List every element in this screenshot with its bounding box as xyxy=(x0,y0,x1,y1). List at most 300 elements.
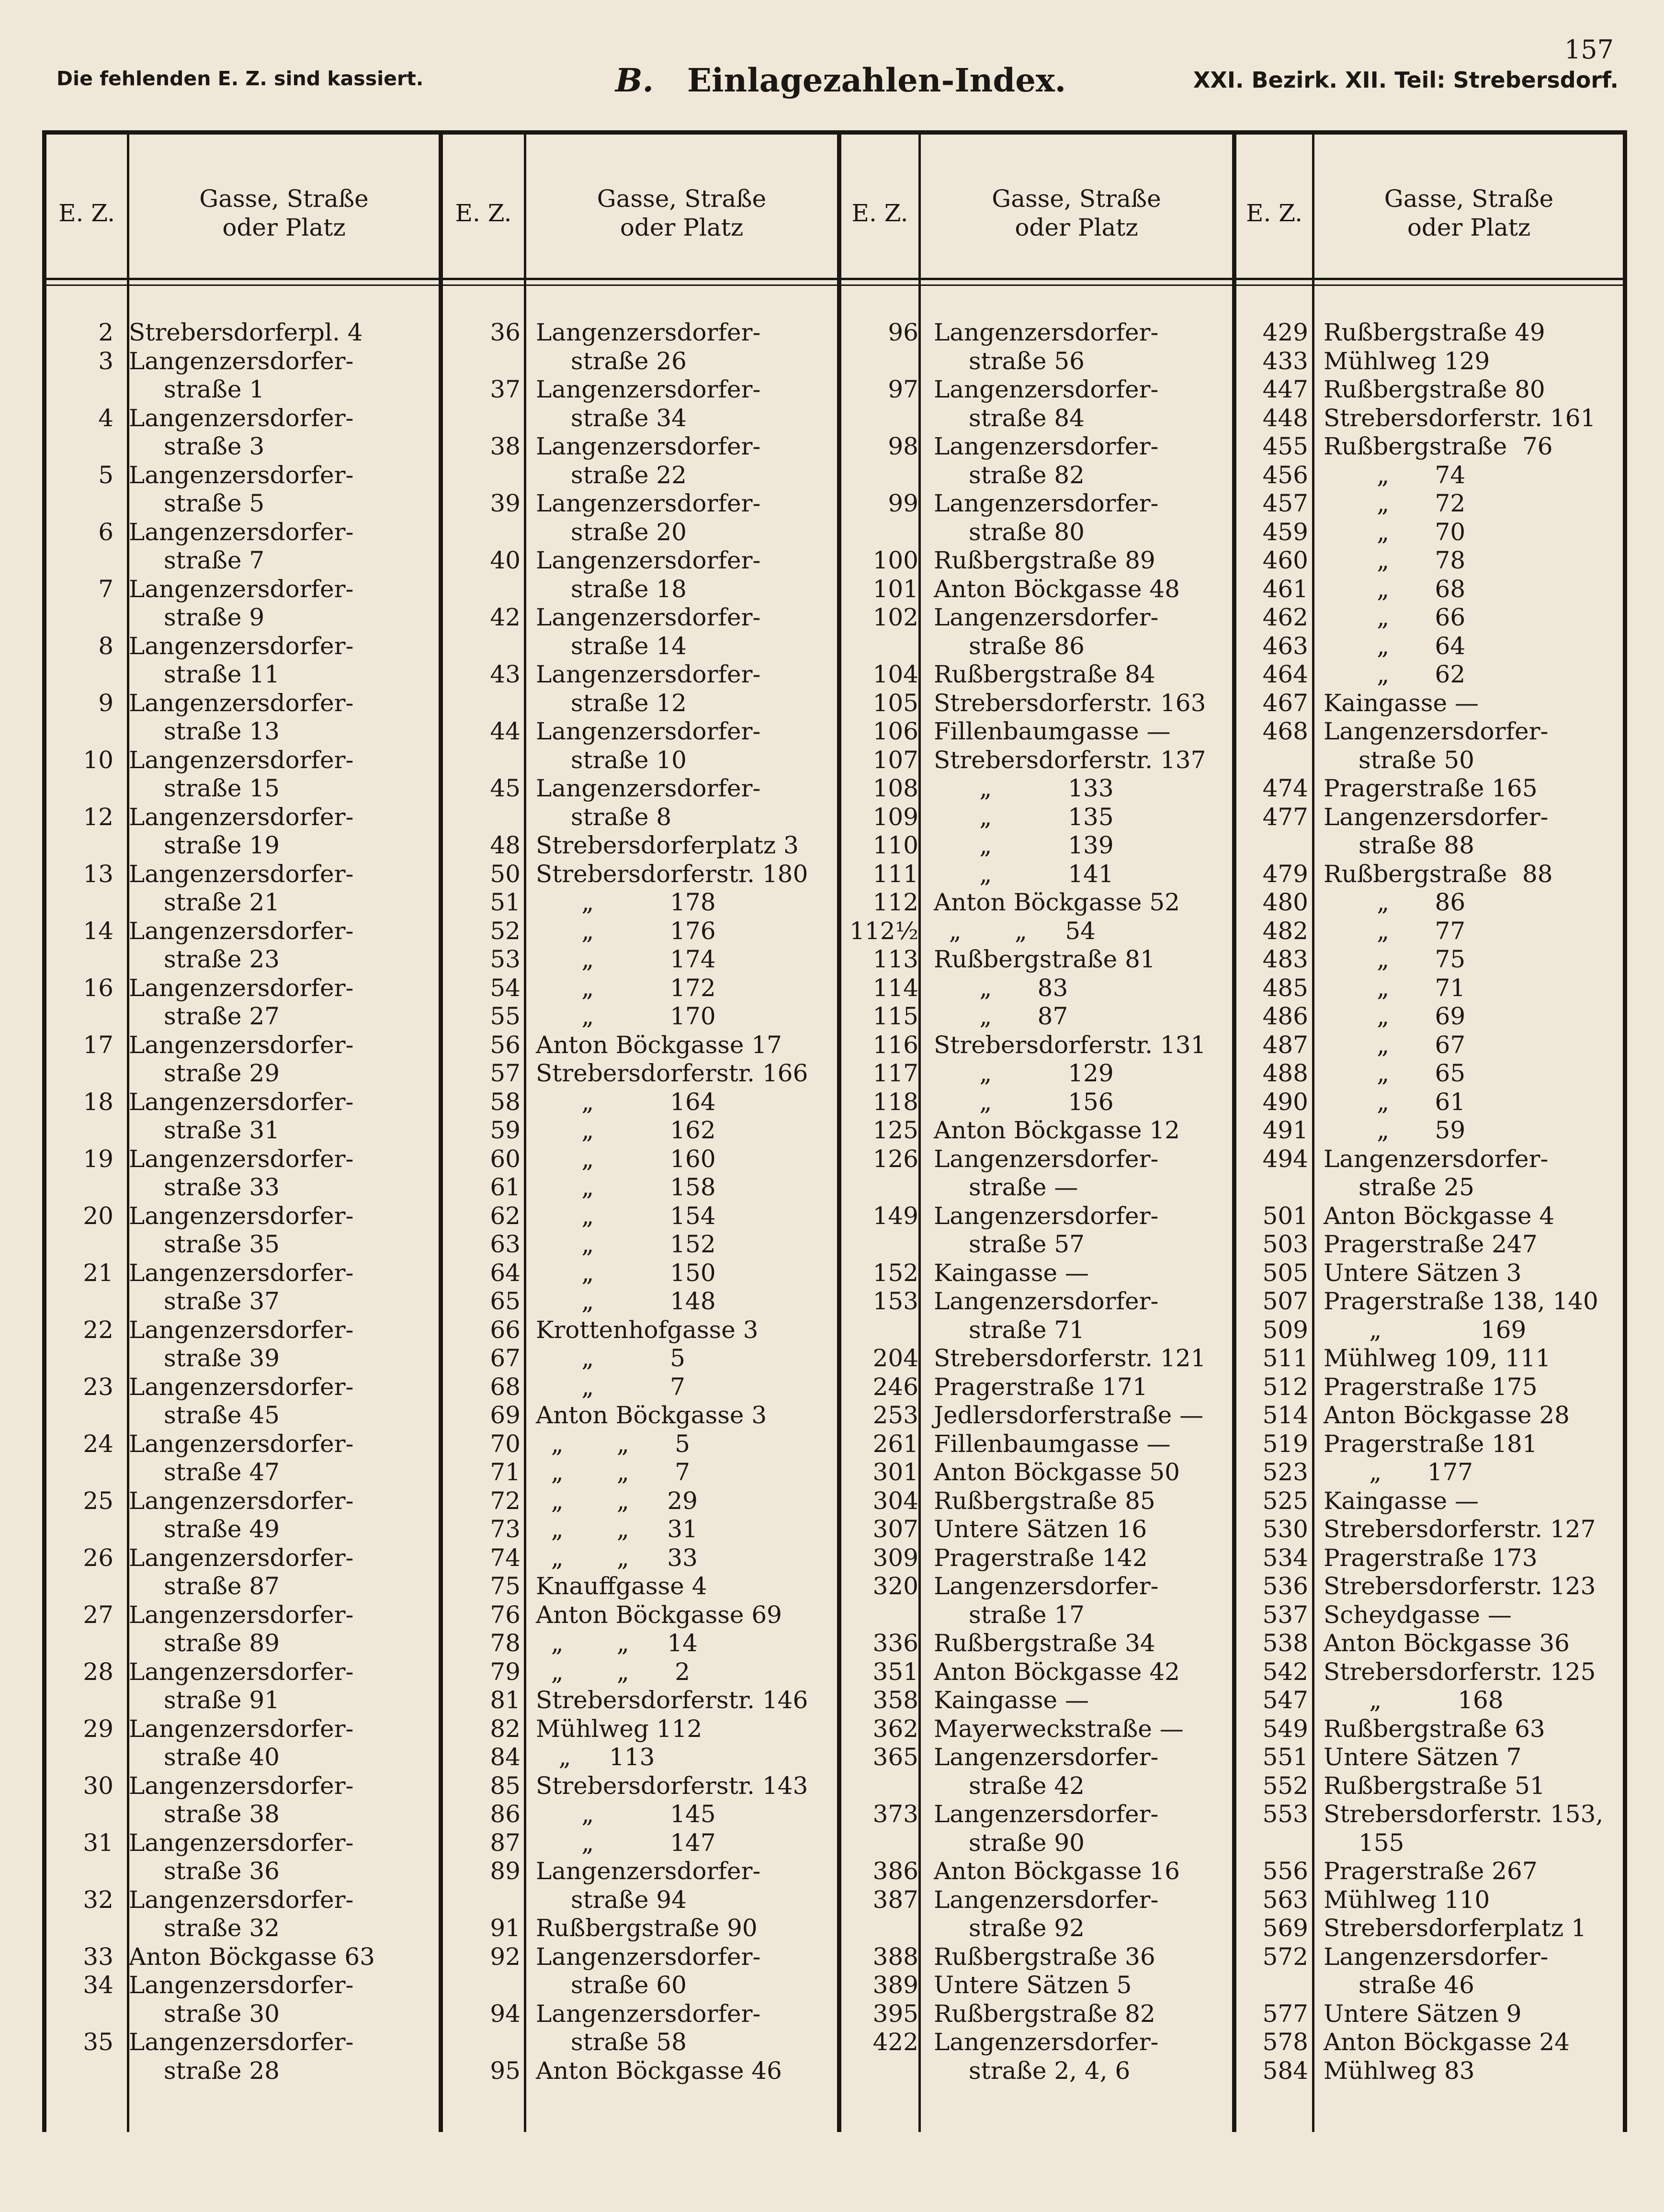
street-name: straße 42 xyxy=(969,1771,1085,1800)
street-name: straße 40 xyxy=(164,1743,280,1771)
table-row xyxy=(847,688,1230,717)
table-row xyxy=(42,1372,425,1401)
street-name: „ 72 xyxy=(1324,489,1466,517)
header-ez xyxy=(1236,177,1312,249)
street-name: straße 13 xyxy=(164,717,280,745)
ez-number: 542 xyxy=(1262,1657,1308,1686)
table-row-continuation xyxy=(42,1799,425,1828)
street-name: Langenzersdorfer- xyxy=(536,603,761,631)
ez-number: 61 xyxy=(490,1173,521,1201)
page-title xyxy=(615,61,1066,99)
street-name: straße 46 xyxy=(1358,1971,1474,1999)
ez-number: 75 xyxy=(490,1572,521,1600)
ez-number: 563 xyxy=(1262,1885,1308,1914)
table-row xyxy=(847,1115,1230,1144)
table-row xyxy=(42,1543,425,1572)
ez-number: 488 xyxy=(1262,1059,1308,1087)
ez-number: 422 xyxy=(872,2028,918,2056)
street-name: „ 59 xyxy=(1324,1116,1466,1144)
ez-number: 19 xyxy=(83,1145,113,1173)
street-name: straße 15 xyxy=(164,774,280,802)
ez-number: 358 xyxy=(872,1686,918,1714)
table-row xyxy=(847,1144,1230,1173)
table-row xyxy=(1236,916,1619,945)
ez-number: 81 xyxy=(490,1686,521,1714)
ez-number: 17 xyxy=(83,1031,113,1059)
table-row xyxy=(1236,2056,1619,2085)
table-row-continuation xyxy=(1236,745,1619,774)
table-row xyxy=(449,830,832,859)
street-name: Anton Böckgasse 36 xyxy=(1324,1629,1570,1657)
ez-number: 27 xyxy=(83,1600,113,1629)
table-row xyxy=(449,545,832,574)
street-name: Fillenbaumgasse — xyxy=(934,1429,1171,1458)
table-row-continuation xyxy=(847,403,1230,432)
table-row xyxy=(449,887,832,916)
street-name: Strebersdorferstr. 166 xyxy=(536,1059,808,1087)
street-name: straße 34 xyxy=(571,404,687,432)
table-row xyxy=(449,1799,832,1828)
table-row xyxy=(847,1400,1230,1429)
table-row xyxy=(847,1685,1230,1714)
table-row xyxy=(449,1058,832,1087)
table-row xyxy=(1236,1201,1619,1230)
street-name: „ 162 xyxy=(536,1116,716,1144)
ez-number: 37 xyxy=(490,375,521,403)
ez-number: 43 xyxy=(490,660,521,688)
ez-number: 578 xyxy=(1262,2028,1308,2056)
street-name: Mühlweg 109, 111 xyxy=(1324,1344,1551,1372)
ez-number: 261 xyxy=(872,1429,918,1458)
table-row xyxy=(847,1970,1230,1999)
street-name: Langenzersdorfer- xyxy=(129,1885,354,1914)
table-row-continuation xyxy=(847,346,1230,375)
header-street xyxy=(526,177,837,249)
ez-number: 462 xyxy=(1262,603,1308,631)
table-row xyxy=(1236,460,1619,489)
ez-number: 14 xyxy=(83,917,113,945)
table-row xyxy=(449,1343,832,1372)
street-name: straße 31 xyxy=(164,1116,280,1144)
table-row-continuation xyxy=(42,1913,425,1942)
street-name: straße 89 xyxy=(164,1629,280,1657)
header-street xyxy=(129,177,439,249)
table-row xyxy=(42,688,425,717)
street-name: Strebersdorferstr. 146 xyxy=(536,1686,808,1714)
table-row xyxy=(42,574,425,603)
ez-number: 31 xyxy=(83,1828,113,1857)
street-name: Langenzersdorfer- xyxy=(129,1259,354,1287)
street-name: Kaingasse — xyxy=(934,1259,1089,1287)
street-name: „ „ 14 xyxy=(536,1629,698,1657)
table-row xyxy=(449,1286,832,1315)
street-name: Rußbergstraße 89 xyxy=(934,546,1155,574)
ez-number: 40 xyxy=(490,546,521,574)
table-row xyxy=(1236,1058,1619,1087)
street-name: Langenzersdorfer- xyxy=(536,375,761,403)
table-row xyxy=(449,659,832,688)
table-row xyxy=(449,1714,832,1743)
street-name: Langenzersdorfer- xyxy=(536,318,761,346)
table-row-continuation xyxy=(42,1286,425,1315)
ez-number: 490 xyxy=(1262,1088,1308,1116)
ez-number: 4 xyxy=(98,404,113,432)
table-row xyxy=(449,1087,832,1116)
table-row xyxy=(847,374,1230,403)
table-row xyxy=(449,1685,832,1714)
table-row-continuation xyxy=(42,1742,425,1771)
street-name: straße 86 xyxy=(969,632,1085,660)
street-name: Pragerstraße 247 xyxy=(1324,1230,1538,1258)
ez-number: 16 xyxy=(83,974,113,1002)
table-row xyxy=(1236,488,1619,517)
ez-number: 59 xyxy=(490,1116,521,1144)
ez-number: 301 xyxy=(872,1458,918,1486)
table-row xyxy=(42,1315,425,1344)
street-name: „ 170 xyxy=(536,1002,716,1030)
street-name: „ 62 xyxy=(1324,660,1466,688)
table-row xyxy=(847,2027,1230,2056)
table-row xyxy=(449,1628,832,1657)
street-name: straße 29 xyxy=(164,1059,280,1087)
street-name: „ 174 xyxy=(536,945,716,973)
ez-number: 525 xyxy=(1262,1486,1308,1515)
table-row xyxy=(42,1030,425,1059)
street-name: Langenzersdorfer- xyxy=(129,1971,354,1999)
ez-number: 111 xyxy=(872,860,918,888)
street-name: straße — xyxy=(969,1173,1078,1201)
street-name: Fillenbaumgasse — xyxy=(934,717,1171,745)
ez-number: 519 xyxy=(1262,1429,1308,1458)
street-name: straße 12 xyxy=(571,689,687,717)
table-row xyxy=(449,1030,832,1059)
ez-number: 28 xyxy=(83,1657,113,1686)
ez-number: 362 xyxy=(872,1714,918,1743)
table-row xyxy=(847,830,1230,859)
table-row xyxy=(449,1913,832,1942)
table-row xyxy=(1236,944,1619,973)
street-name: „ 113 xyxy=(536,1743,655,1771)
ez-number: 474 xyxy=(1262,774,1308,802)
street-name: „ „ 29 xyxy=(536,1486,698,1515)
table-row-continuation xyxy=(42,545,425,574)
street-name: Langenzersdorfer- xyxy=(129,1657,354,1686)
table-row xyxy=(1236,1087,1619,1116)
street-name: Langenzersdorfer- xyxy=(129,1373,354,1401)
street-name: Langenzersdorfer- xyxy=(536,717,761,745)
table-row xyxy=(847,1514,1230,1543)
ez-number: 503 xyxy=(1262,1230,1308,1258)
ez-number: 39 xyxy=(490,489,521,517)
table-row xyxy=(449,2056,832,2085)
table-row xyxy=(847,1372,1230,1401)
street-name: straße 45 xyxy=(164,1401,280,1429)
table-row xyxy=(847,1714,1230,1743)
table-row xyxy=(42,1714,425,1743)
ez-number: 70 xyxy=(490,1429,521,1458)
ez-number: 86 xyxy=(490,1800,521,1828)
street-name: straße 94 xyxy=(571,1885,687,1914)
ez-number: 113 xyxy=(872,945,918,973)
street-name: Langenzersdorfer- xyxy=(934,603,1159,631)
table-row xyxy=(847,1571,1230,1600)
street-name: Pragerstraße 267 xyxy=(1324,1857,1538,1885)
ez-number: 58 xyxy=(490,1088,521,1116)
ez-number: 433 xyxy=(1262,347,1308,375)
ez-number: 572 xyxy=(1262,1942,1308,1971)
ez-number: 547 xyxy=(1262,1686,1308,1714)
ez-number: 67 xyxy=(490,1344,521,1372)
street-name: Langenzersdorfer- xyxy=(129,1486,354,1515)
street-name: Langenzersdorfer- xyxy=(129,518,354,546)
street-name: Strebersdorferstr. 131 xyxy=(934,1031,1206,1059)
street-name: straße 10 xyxy=(571,746,687,774)
header-street-line1: Gasse, Straße xyxy=(597,185,767,213)
street-name: „ 145 xyxy=(536,1800,716,1828)
street-name: Anton Böckgasse 24 xyxy=(1324,2028,1570,2056)
ez-number: 149 xyxy=(872,1202,918,1230)
street-name: „ 133 xyxy=(934,774,1114,802)
street-name: straße 11 xyxy=(164,660,280,688)
street-name: straße 35 xyxy=(164,1230,280,1258)
table-row xyxy=(1236,1543,1619,1572)
table-row xyxy=(42,1429,425,1458)
table-row xyxy=(42,1600,425,1629)
street-name: „ 75 xyxy=(1324,945,1466,973)
table-row xyxy=(449,602,832,631)
table-row-continuation xyxy=(847,517,1230,546)
ez-number: 553 xyxy=(1262,1800,1308,1828)
street-name: „ 74 xyxy=(1324,461,1466,489)
table-row xyxy=(449,1543,832,1572)
street-name: straße 88 xyxy=(1358,831,1474,859)
header-street-line1: Gasse, Straße xyxy=(199,185,369,213)
ez-number: 23 xyxy=(83,1373,113,1401)
street-name: straße 71 xyxy=(969,1316,1085,1344)
ez-number: 307 xyxy=(872,1515,918,1543)
ez-number: 569 xyxy=(1262,1914,1308,1942)
street-name: straße 14 xyxy=(571,632,687,660)
table-row-continuation xyxy=(847,1172,1230,1201)
table-row xyxy=(42,1942,425,1971)
street-name: Langenzersdorfer- xyxy=(536,432,761,460)
ez-number: 386 xyxy=(872,1857,918,1885)
table-row xyxy=(1236,631,1619,660)
table-row xyxy=(847,318,1230,346)
table-row-continuation xyxy=(449,631,832,660)
street-name: straße 30 xyxy=(164,1999,280,2028)
table-row xyxy=(847,1058,1230,1087)
ez-number: 477 xyxy=(1262,803,1308,831)
table-row-continuation xyxy=(1236,830,1619,859)
table-row xyxy=(1236,802,1619,831)
ez-number: 112 xyxy=(872,888,918,916)
ez-number: 22 xyxy=(83,1316,113,1344)
street-name: „ „ 31 xyxy=(536,1515,698,1543)
table-row xyxy=(449,1400,832,1429)
ez-number: 29 xyxy=(83,1714,113,1743)
street-name: Pragerstraße 165 xyxy=(1324,774,1538,802)
ez-number: 552 xyxy=(1262,1771,1308,1800)
street-name: „ 169 xyxy=(1324,1316,1527,1344)
street-name: straße 60 xyxy=(571,1971,687,1999)
ez-number: 97 xyxy=(888,375,918,403)
ez-number: 584 xyxy=(1262,2056,1308,2085)
street-name: „ 64 xyxy=(1324,632,1466,660)
table-row xyxy=(42,631,425,660)
table-row xyxy=(1236,1286,1619,1315)
table-row xyxy=(847,1999,1230,2028)
ez-number: 95 xyxy=(490,2056,521,2085)
table-row xyxy=(1236,602,1619,631)
header-street-line2: oder Platz xyxy=(222,214,346,241)
table-row xyxy=(42,1144,425,1173)
street-name: Mühlweg 110 xyxy=(1324,1885,1490,1914)
ez-number: 36 xyxy=(490,318,521,346)
street-name: Anton Böckgasse 46 xyxy=(536,2056,782,2085)
ez-number: 511 xyxy=(1262,1344,1308,1372)
header-street-line2: oder Platz xyxy=(1015,214,1138,241)
ez-number: 118 xyxy=(872,1088,918,1116)
street-name: straße 49 xyxy=(164,1515,280,1543)
divider xyxy=(837,130,841,2132)
ez-number: 320 xyxy=(872,1572,918,1600)
street-name: Langenzersdorfer- xyxy=(129,1771,354,1800)
street-name: Mühlweg 83 xyxy=(1324,2056,1475,2085)
table-row xyxy=(1236,1942,1619,1971)
street-name: Strebersdorferstr. 143 xyxy=(536,1771,808,1800)
street-name: Langenzersdorfer- xyxy=(934,1800,1159,1828)
street-name: straße 2, 4, 6 xyxy=(969,2056,1131,2085)
table-row-continuation xyxy=(42,716,425,745)
street-name: 155 xyxy=(1358,1828,1404,1857)
table-row xyxy=(1236,2027,1619,2056)
street-name: Pragerstraße 142 xyxy=(934,1543,1148,1572)
street-name: straße 9 xyxy=(164,603,265,631)
street-name: Langenzersdorfer- xyxy=(1324,803,1549,831)
table-row xyxy=(42,1486,425,1515)
table-row-continuation xyxy=(42,431,425,460)
table-row xyxy=(449,1172,832,1201)
table-row xyxy=(449,1657,832,1686)
ez-number: 110 xyxy=(872,831,918,859)
street-name: „ 87 xyxy=(934,1002,1068,1030)
header-ez-label: E. Z. xyxy=(1245,199,1303,227)
street-name: straße 87 xyxy=(164,1572,280,1600)
table-row-continuation xyxy=(42,1058,425,1087)
street-name: straße 5 xyxy=(164,489,265,517)
district-heading: XXI. Bezirk. XII. Teil: Strebersdorf. xyxy=(1193,67,1619,93)
table-row xyxy=(449,1144,832,1173)
ez-number: 55 xyxy=(490,1002,521,1030)
street-name: straße 22 xyxy=(571,461,687,489)
ez-number: 92 xyxy=(490,1942,521,1971)
table-row xyxy=(449,1115,832,1144)
table-row xyxy=(449,488,832,517)
ez-number: 460 xyxy=(1262,546,1308,574)
street-name: Langenzersdorfer- xyxy=(536,489,761,517)
table-row xyxy=(449,859,832,888)
street-name: „ 160 xyxy=(536,1145,716,1173)
ez-number: 21 xyxy=(83,1259,113,1287)
table-row xyxy=(449,1201,832,1230)
street-name: Langenzersdorfer- xyxy=(934,318,1159,346)
street-name: Strebersdorferstr. 121 xyxy=(934,1344,1206,1372)
table-row xyxy=(847,859,1230,888)
ez-number: 25 xyxy=(83,1486,113,1515)
table-row xyxy=(449,1856,832,1885)
table-row xyxy=(1236,1913,1619,1942)
table-row xyxy=(847,431,1230,460)
table-row xyxy=(42,346,425,375)
ez-number: 304 xyxy=(872,1486,918,1515)
table-row xyxy=(1236,1258,1619,1287)
table-row xyxy=(847,1856,1230,1885)
street-name: Langenzersdorfer- xyxy=(129,347,354,375)
table-row-continuation xyxy=(42,773,425,802)
ez-number: 51 xyxy=(490,888,521,916)
table-row xyxy=(1236,659,1619,688)
street-name: „ 77 xyxy=(1324,917,1466,945)
table-row xyxy=(1236,1457,1619,1486)
table-row xyxy=(42,1087,425,1116)
table-row xyxy=(1236,1999,1619,2028)
ez-number: 395 xyxy=(872,1999,918,2028)
table-row xyxy=(1236,545,1619,574)
table-row-continuation xyxy=(449,346,832,375)
street-name: straße 36 xyxy=(164,1857,280,1885)
street-name: Anton Böckgasse 50 xyxy=(934,1458,1180,1486)
ez-number: 108 xyxy=(872,774,918,802)
street-name: straße 47 xyxy=(164,1458,280,1486)
street-name: Strebersdorferstr. 163 xyxy=(934,689,1206,717)
street-name: Untere Sätzen 7 xyxy=(1324,1743,1522,1771)
ez-number: 107 xyxy=(872,746,918,774)
table-row-continuation xyxy=(42,1571,425,1600)
table-row xyxy=(1236,1571,1619,1600)
ez-number: 246 xyxy=(872,1373,918,1401)
ez-number: 530 xyxy=(1262,1515,1308,1543)
ez-number: 30 xyxy=(83,1771,113,1800)
section-letter: B. xyxy=(615,61,654,99)
street-name: straße 26 xyxy=(571,347,687,375)
ez-number: 505 xyxy=(1262,1259,1308,1287)
ez-number: 34 xyxy=(83,1971,113,1999)
ez-number: 114 xyxy=(872,974,918,1002)
table-row xyxy=(847,745,1230,774)
table-row xyxy=(42,460,425,489)
street-name: Langenzersdorfer- xyxy=(1324,1145,1549,1173)
street-name: Anton Böckgasse 52 xyxy=(934,888,1180,916)
table-row xyxy=(847,1486,1230,1515)
table-row-continuation xyxy=(42,1856,425,1885)
street-name: „ 7 xyxy=(536,1373,686,1401)
ez-number: 94 xyxy=(490,1999,521,2028)
table-row xyxy=(847,1799,1230,1828)
table-row xyxy=(42,1828,425,1857)
street-name: Langenzersdorfer- xyxy=(934,489,1159,517)
table-row xyxy=(847,1201,1230,1230)
street-name: Langenzersdorfer- xyxy=(129,1202,354,1230)
street-name: Kaingasse — xyxy=(1324,1486,1479,1515)
ez-number: 78 xyxy=(490,1629,521,1657)
table-row xyxy=(847,1543,1230,1572)
ez-number: 152 xyxy=(872,1259,918,1287)
street-name: Langenzersdorfer- xyxy=(129,1145,354,1173)
street-name: Anton Böckgasse 17 xyxy=(536,1031,782,1059)
ez-number: 491 xyxy=(1262,1116,1308,1144)
street-name: Langenzersdorfer- xyxy=(129,1316,354,1344)
